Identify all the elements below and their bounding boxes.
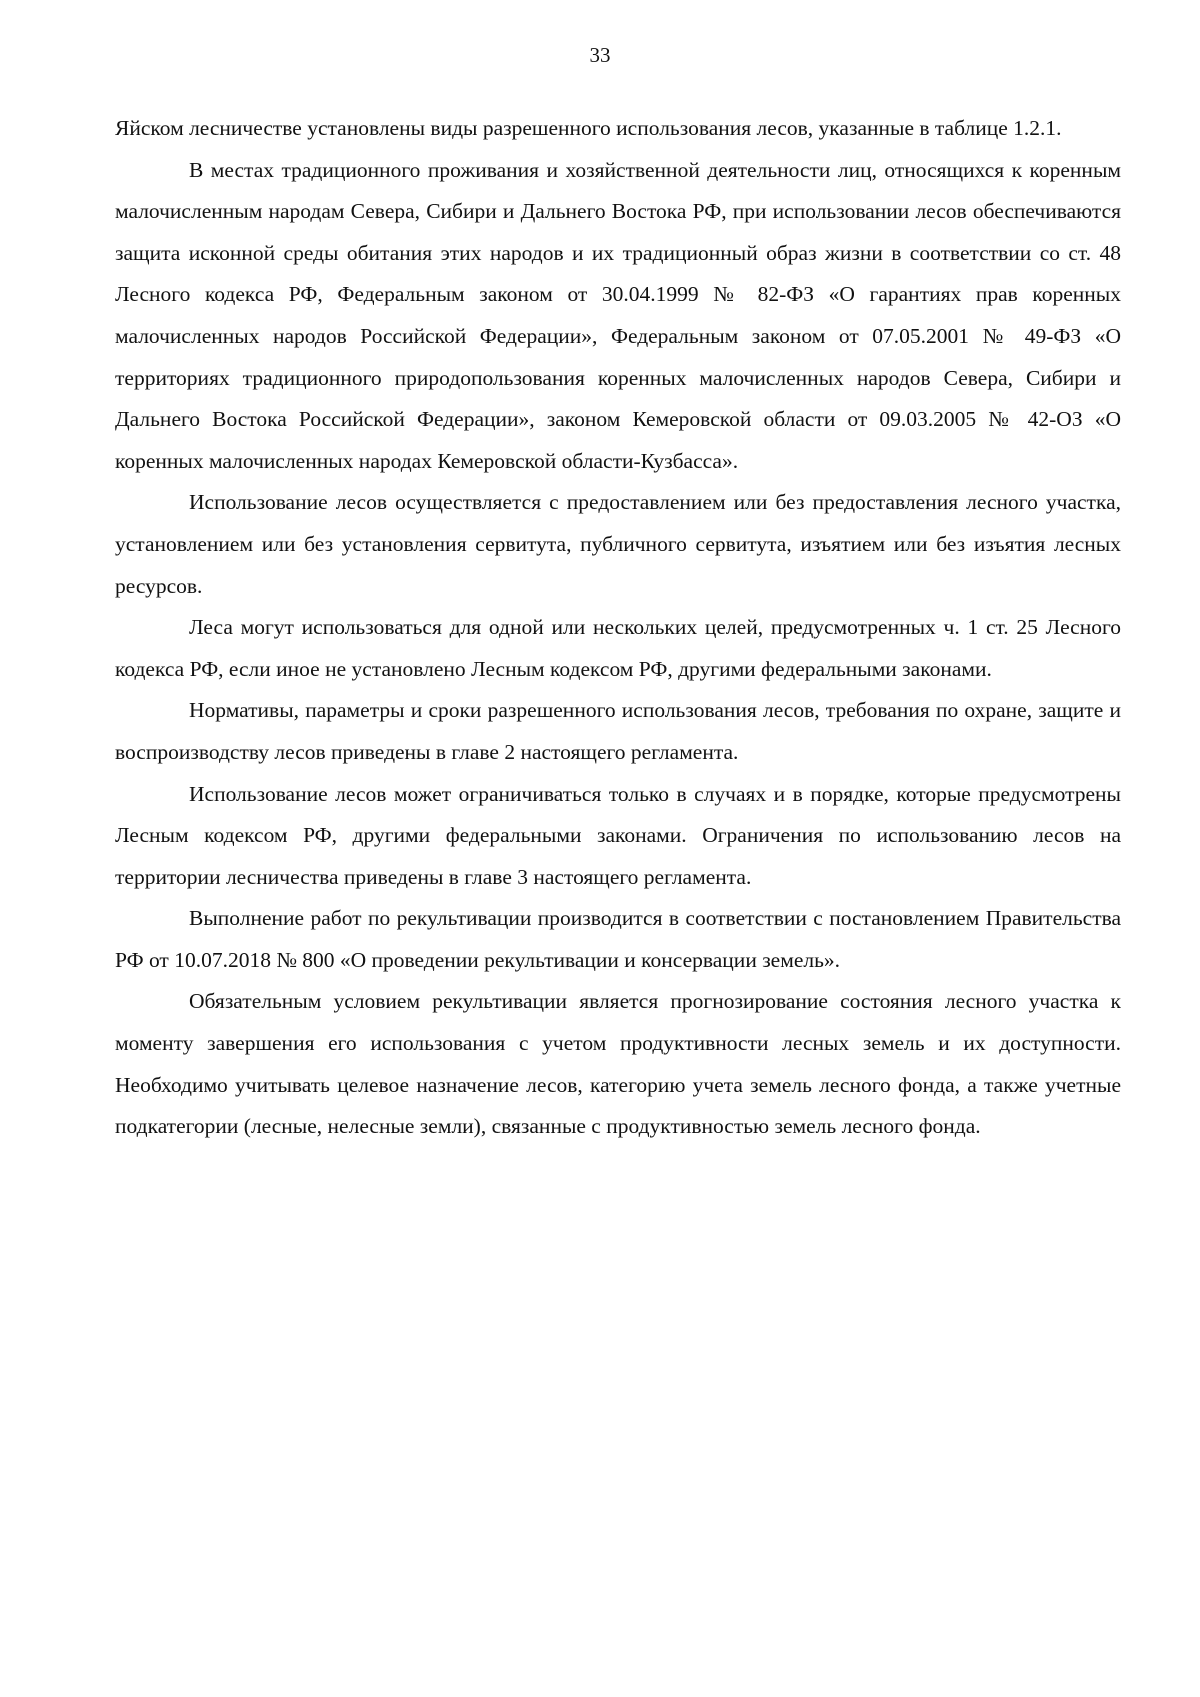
page-number: 33 [589, 43, 611, 67]
paragraph-use-restrictions: Использование лесов может ограничиваться только в случаях и в порядке, которые предусмотрены Лесным кодексом РФ, другими федеральными законами. Ограничения по использованию лесов на территории лесничества приведены в главе 3 настоящего регламента. [115, 781, 1121, 889]
document-body [115, 108, 1121, 1148]
paragraph-indigenous-peoples: В местах традиционного проживания и хозяйственной деятельности лиц, относящихся к коренным малочисленным народам Севера, Сибири и Дальнего Востока РФ, при использовании лесов обеспечиваются защита исконной среды обитания этих народов и их традиционный образ жизни в соответствии со ст. 48 Лесного кодекса РФ, Федеральным законом от 30.04.1999 № 82-ФЗ «О гарантиях прав коренных малочисленных народов Российской Федерации», Федеральным законом от 07.05.2001 № 49-ФЗ «О территориях традиционного природопользования коренных малочисленных народов Севера, Сибири и Дальнего Востока Российской Федерации», законом Кемеровской области от 09.03.2005 № 42-ОЗ «О коренных малочисленных народах Кемеровской области-Кузбасса». [115, 157, 1121, 473]
paragraph-recultivation-condition: Обязательным условием рекультивации является прогнозирование состояния лесного участка к моменту завершения его использования с учетом продуктивности лесных земель и их доступности. Необходимо учитывать целевое назначение лесов, категорию учета земель лесного фонда, а также учетные подкатегории (лесные, нелесные земли), связанные с продуктивностью земель лесного фонда. [115, 989, 1121, 1139]
paragraph-continuation: Яйском лесничестве установлены виды разрешенного использования лесов, указанные в таблице 1.2.1. [115, 116, 1062, 140]
paragraph-recultivation-works: Выполнение работ по рекультивации производится в соответствии с постановлением Правительства РФ от 10.07.2018 № 800 «О проведении рекультивации и консервации земель». [115, 906, 1121, 972]
paragraph-norms-reference: Нормативы, параметры и сроки разрешенного использования лесов, требования по охране, защите и воспроизводству лесов приведены в главе 2 настоящего регламента. [115, 698, 1121, 764]
paragraph-forest-use-purposes: Леса могут использоваться для одной или нескольких целей, предусмотренных ч. 1 ст. 25 Лесного кодекса РФ, если иное не установлено Лесным кодексом РФ, другими федеральными законами. [115, 615, 1121, 681]
paragraph-forest-use-modes: Использование лесов осуществляется с предоставлением или без предоставления лесного участка, установлением или без установления сервитута, публичного сервитута, изъятием или без изъятия лесных ресурсов. [115, 490, 1121, 598]
